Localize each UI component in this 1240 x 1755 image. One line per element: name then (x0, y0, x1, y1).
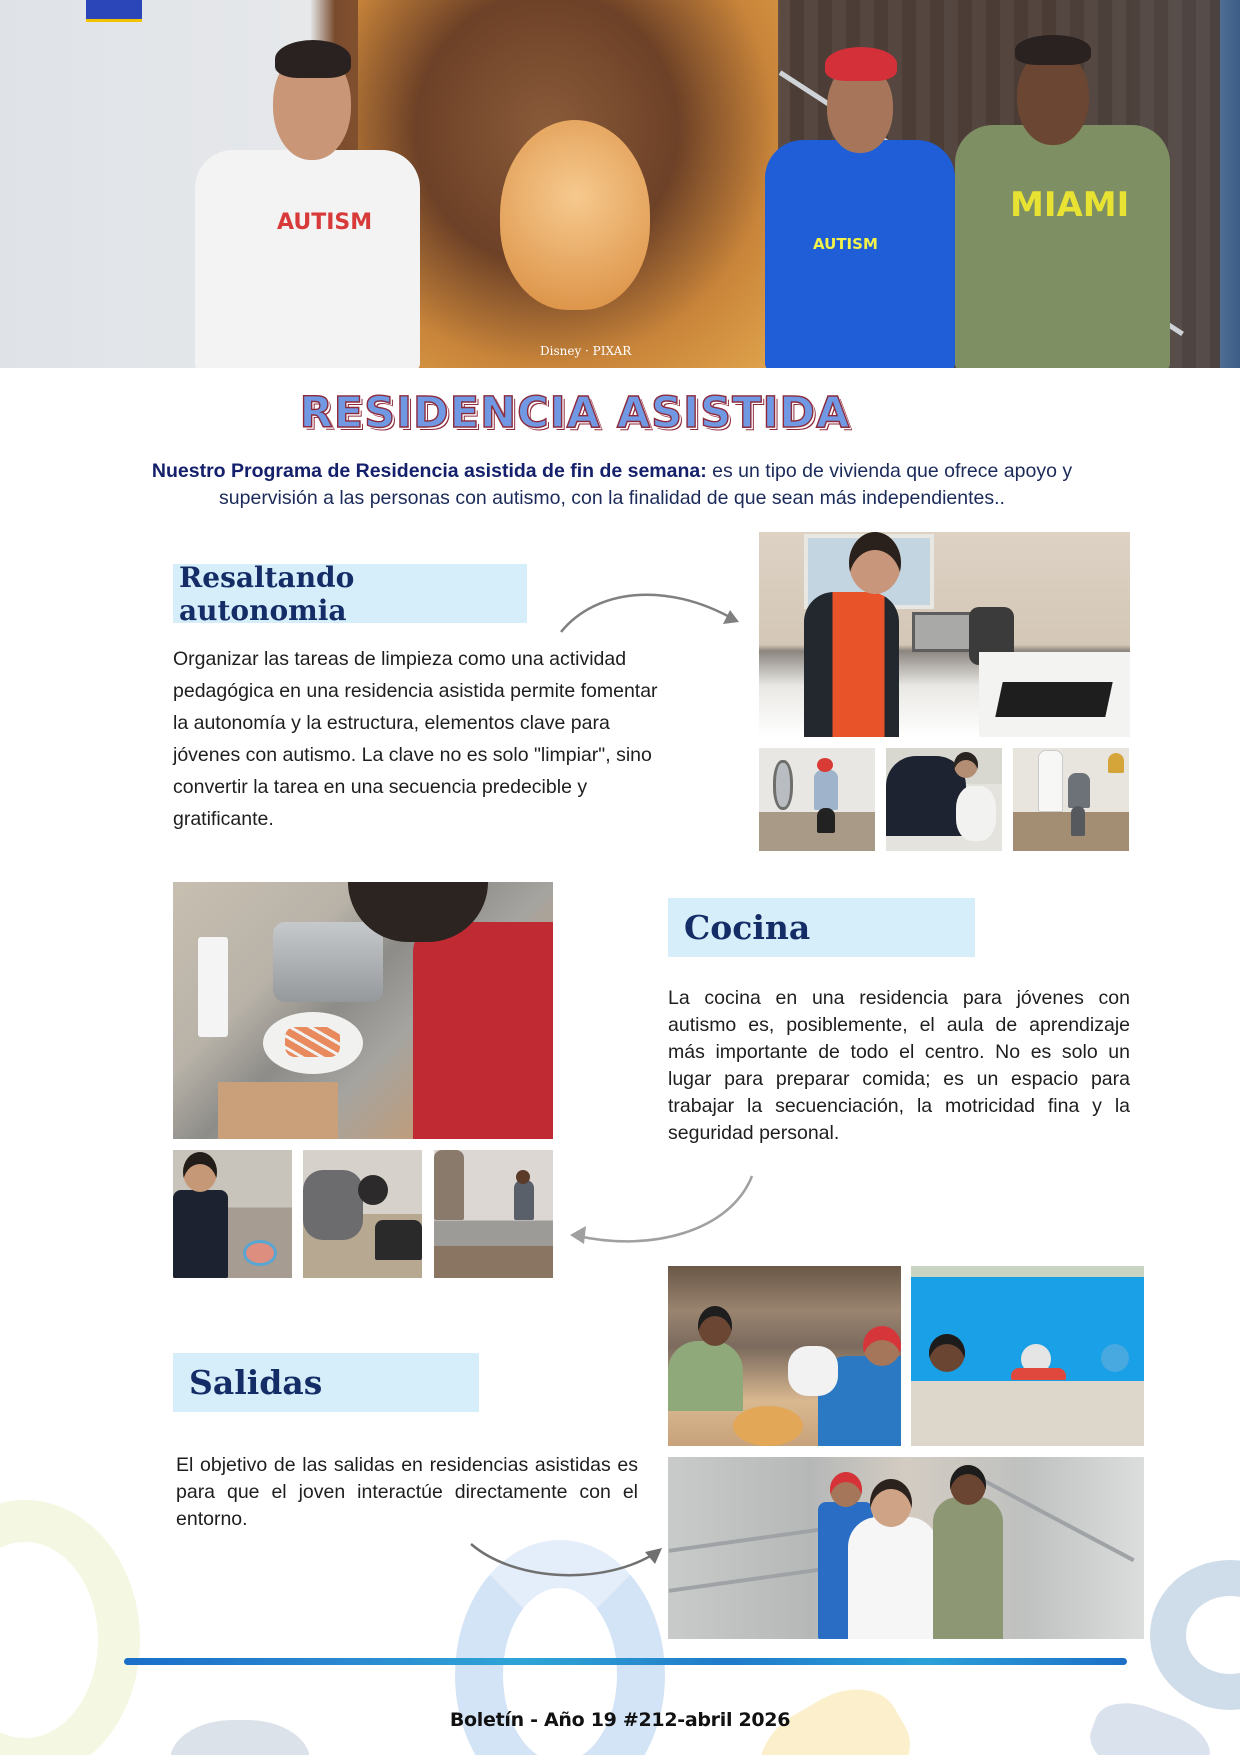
footer-divider (124, 1658, 1127, 1665)
intro-text: es un tipo de vivienda que ofrece apoyo y supervisión a las personas con autismo, con la finalidad de que sean más independientes.. (219, 460, 1073, 509)
photo-preparing-food (173, 1150, 292, 1278)
photo-walking-bridge (668, 1457, 1144, 1639)
section-body-salidas: El objetivo de las salidas en residencias asistidas es para que el joven interactúe directamente con el entorno. (176, 1454, 638, 1530)
photo-using-stove (303, 1150, 422, 1278)
footer-issue-label: Boletín - Año 19 #212-abril 2026 (449, 1709, 791, 1731)
section-heading-autonomia: Resaltando autonomia (173, 564, 527, 623)
photo-cooking-on-stove (759, 532, 1130, 737)
intro-bold: Nuestro Programa de Residencia asistida de fin de semana: (151, 460, 707, 482)
section-heading-cocina: Cocina (668, 898, 975, 957)
shirt-logo: MIAMI (1010, 185, 1130, 225)
curved-arrow-right-icon (555, 580, 755, 660)
photo-sweeping-floor (759, 748, 875, 851)
photo-cutting-sausages (173, 882, 553, 1139)
photo-swimming-pool (911, 1266, 1144, 1446)
page-title: RESIDENCIA ASISTIDA (299, 388, 851, 438)
curved-arrow-left-icon (560, 1172, 760, 1262)
curved-arrow-right-icon (465, 1530, 675, 1590)
section-body-autonomia: Organizar las tareas de limpieza como una actividad pedagógica en una residencia asistida permite fomentar la autonomía y la estructura, elementos clave para jóvenes con autismo. La clave no es solo "limpiar", sino convertir la tarea en una secuencia predecible y gratificante. (173, 648, 658, 830)
shirt-logo: AUTISM (813, 235, 878, 253)
photo-eating-pizza (668, 1266, 901, 1446)
photo-cleaning-toilet (886, 748, 1002, 851)
photo-mopping-floor (1013, 748, 1129, 851)
decorative-swirl-blue-right (1150, 1560, 1240, 1710)
shirt-logo: AUTISM (277, 210, 373, 235)
poster-brand: Disney · PIXAR (540, 344, 632, 358)
section-heading-salidas: Salidas (173, 1353, 479, 1412)
hero-photo-group-cinema (0, 0, 1240, 368)
section-body-cocina: La cocina en una residencia para jóvenes con autismo es, posiblemente, el aula de aprendizaje más importante de todo el centro. No es solo un lugar para preparar comida; es un espacio para trabajar la secuenciación, la motricidad fina y la seguridad personal. (668, 987, 1130, 1144)
cinema-sign (86, 0, 142, 22)
photo-cleaning-table (434, 1150, 553, 1278)
poster-character (500, 120, 650, 310)
intro-paragraph (112, 458, 1112, 512)
